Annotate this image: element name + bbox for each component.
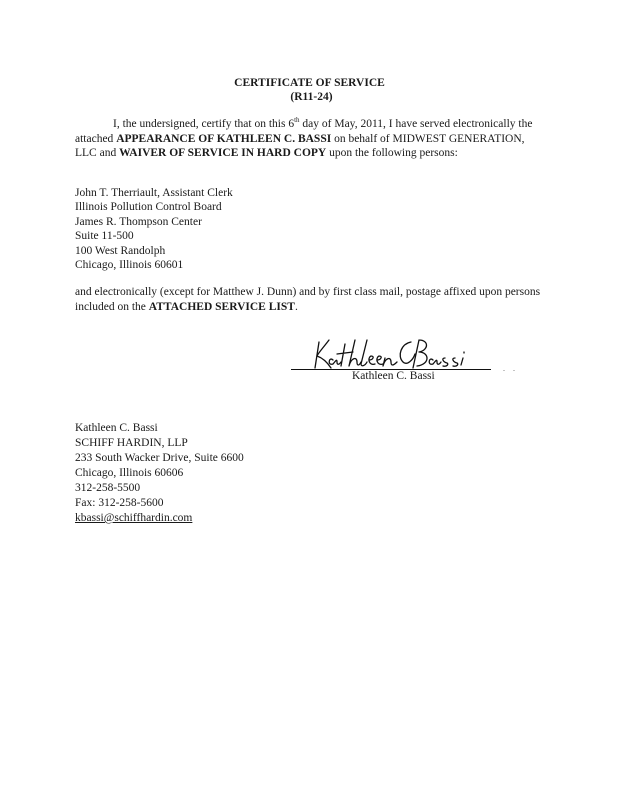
recipient-address [75, 186, 233, 272]
handwritten-signature [313, 334, 488, 374]
contact-phone: 312-258-5500 [75, 482, 141, 494]
document-title: CERTIFICATE OF SERVICE [234, 77, 385, 89]
certification-paragraph [75, 117, 545, 161]
recipient-line: John T. Therriault, Assistant Clerk [75, 187, 233, 199]
recipient-line: Suite 11-500 [75, 230, 134, 243]
service-note-end: . [294, 300, 298, 313]
cert-behalf: on behalf of MIDWEST GENERATION, LLC and [75, 132, 525, 159]
cert-tail: upon the following persons: [326, 147, 458, 159]
contact-block [75, 421, 244, 526]
docket-number: (R11-24) [290, 91, 333, 103]
title-block [0, 76, 619, 104]
contact-street: 233 South Wacker Drive, Suite 6600 [75, 452, 244, 464]
recipient-line: Chicago, Illinois 60601 [75, 259, 184, 272]
service-note-text: and electronically (except for Matthew J. Dunn) and by first class mail, postage affixed upon persons included on the [75, 286, 541, 313]
contact-email-link[interactable]: kbassi@schiffhardin.com [75, 512, 193, 524]
recipient-line: James R. Thompson Center [75, 215, 202, 228]
contact-firm: SCHIFF HARDIN, LLP [75, 437, 188, 449]
cert-intro: I, the undersigned, certify that on this 6 [113, 118, 295, 130]
contact-fax: Fax: 312-258-5600 [75, 497, 164, 509]
signature-block [291, 334, 521, 390]
cert-date-tail: day of May, 2011, I have served electronically [299, 118, 516, 130]
ordinal-suffix: th [294, 116, 300, 125]
contact-city: Chicago, Illinois 60606 [75, 467, 184, 479]
service-list-reference: ATTACHED SERVICE LIST [148, 300, 295, 313]
signature-dots: . . [503, 364, 518, 373]
contact-name: Kathleen C. Bassi [75, 422, 158, 434]
signatory-name: Kathleen C. Bassi [352, 370, 435, 382]
document-name-appearance: APPEARANCE OF KATHLEEN C. BASSI [116, 132, 332, 145]
document-name-waiver: WAIVER OF SERVICE IN HARD COPY [119, 147, 327, 159]
cert-line2-start: the attached [75, 118, 533, 145]
recipient-line: Illinois Pollution Control Board [75, 201, 222, 214]
service-note-paragraph [75, 285, 545, 314]
recipient-line: 100 West Randolph [75, 244, 166, 257]
